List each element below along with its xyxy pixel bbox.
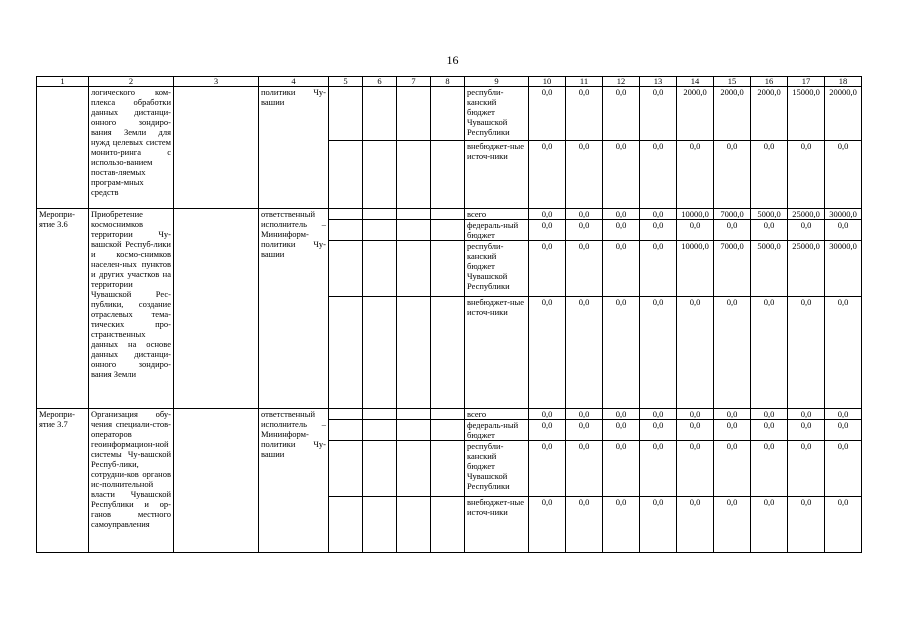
column-header: 16 [751, 77, 788, 87]
column-header: 11 [566, 77, 603, 87]
budget-code-cell [397, 409, 431, 420]
funding-value: 25000,0 [788, 241, 825, 297]
funding-value: 0,0 [640, 297, 677, 409]
funding-source: всего [465, 409, 529, 420]
funding-value: 0,0 [529, 297, 566, 409]
budget-code-cell [431, 141, 465, 209]
co-executor [174, 209, 259, 409]
budget-code-cell [329, 220, 363, 241]
funding-value: 0,0 [603, 87, 640, 141]
budget-code-cell [363, 241, 397, 297]
budget-code-cell [329, 420, 363, 441]
funding-value: 2000,0 [714, 87, 751, 141]
measure-id: Меропри-ятие 3.7 [37, 409, 89, 553]
column-header: 18 [825, 77, 862, 87]
funding-value: 0,0 [603, 420, 640, 441]
funding-value: 7000,0 [714, 209, 751, 220]
funding-value: 0,0 [566, 209, 603, 220]
funding-value: 0,0 [714, 409, 751, 420]
funding-value: 0,0 [825, 220, 862, 241]
budget-code-cell [397, 497, 431, 553]
funding-value: 2000,0 [751, 87, 788, 141]
funding-value: 0,0 [751, 497, 788, 553]
funding-value: 0,0 [825, 409, 862, 420]
funding-value: 0,0 [529, 209, 566, 220]
funding-value: 0,0 [529, 409, 566, 420]
column-header: 9 [465, 77, 529, 87]
column-header: 13 [640, 77, 677, 87]
budget-code-cell [431, 297, 465, 409]
co-executor [174, 87, 259, 209]
funding-value: 0,0 [603, 441, 640, 497]
funding-value: 0,0 [677, 141, 714, 209]
funding-value: 0,0 [529, 220, 566, 241]
funding-value: 0,0 [603, 209, 640, 220]
budget-code-cell [329, 297, 363, 409]
budget-code-cell [363, 220, 397, 241]
funding-value: 0,0 [677, 409, 714, 420]
funding-source: внебюджет-ные источ-ники [465, 141, 529, 209]
funding-value: 0,0 [603, 297, 640, 409]
budget-code-cell [431, 497, 465, 553]
funding-value: 0,0 [751, 409, 788, 420]
budget-code-cell [431, 241, 465, 297]
funding-value: 0,0 [640, 420, 677, 441]
funding-value: 0,0 [788, 409, 825, 420]
funding-value: 0,0 [677, 220, 714, 241]
budget-code-cell [397, 241, 431, 297]
funding-value: 10000,0 [677, 209, 714, 220]
funding-value: 0,0 [566, 409, 603, 420]
column-header: 3 [174, 77, 259, 87]
responsible-executor: ответственный исполнитель – Мининформ-политики Чу-вашии [259, 409, 329, 553]
funding-value: 0,0 [714, 297, 751, 409]
funding-value: 0,0 [714, 141, 751, 209]
budget-code-cell [431, 220, 465, 241]
funding-value: 0,0 [677, 420, 714, 441]
funding-value: 0,0 [788, 297, 825, 409]
funding-source: всего [465, 209, 529, 220]
funding-value: 0,0 [825, 441, 862, 497]
funding-source: внебюджет-ные источ-ники [465, 497, 529, 553]
funding-value: 0,0 [529, 87, 566, 141]
funding-value: 0,0 [529, 141, 566, 209]
funding-value: 0,0 [751, 441, 788, 497]
funding-value: 0,0 [751, 420, 788, 441]
funding-value: 0,0 [566, 241, 603, 297]
budget-code-cell [431, 441, 465, 497]
funding-value: 30000,0 [825, 209, 862, 220]
column-header: 10 [529, 77, 566, 87]
column-header: 6 [363, 77, 397, 87]
budget-code-cell [363, 409, 397, 420]
budget-code-cell [397, 441, 431, 497]
funding-value: 0,0 [825, 297, 862, 409]
budget-code-cell [431, 420, 465, 441]
measure-name: логического ком-плекса обработки данных дистанци-онного зондиро-вания Земли для нужд целевых систем монито-ринга с использо-ванием постав-ляемых програм-мных средств [89, 87, 174, 209]
table-row [37, 87, 862, 141]
funding-value: 2000,0 [677, 87, 714, 141]
column-header: 1 [37, 77, 89, 87]
funding-value: 5000,0 [751, 209, 788, 220]
funding-value: 0,0 [640, 241, 677, 297]
funding-value: 0,0 [677, 441, 714, 497]
column-header: 17 [788, 77, 825, 87]
funding-value: 0,0 [640, 141, 677, 209]
budget-code-cell [329, 497, 363, 553]
funding-value: 30000,0 [825, 241, 862, 297]
column-header: 2 [89, 77, 174, 87]
funding-value: 0,0 [640, 87, 677, 141]
funding-value: 0,0 [714, 220, 751, 241]
budget-code-cell [431, 409, 465, 420]
funding-value: 0,0 [714, 441, 751, 497]
column-header: 7 [397, 77, 431, 87]
budget-code-cell [329, 87, 363, 141]
header-row [37, 77, 862, 87]
funding-value: 0,0 [566, 220, 603, 241]
funding-value: 0,0 [529, 420, 566, 441]
funding-value: 0,0 [788, 441, 825, 497]
funding-value: 0,0 [788, 220, 825, 241]
budget-code-cell [397, 87, 431, 141]
column-header: 15 [714, 77, 751, 87]
page-number: 16 [446, 53, 459, 67]
column-header: 12 [603, 77, 640, 87]
budget-code-cell [397, 220, 431, 241]
funding-value: 0,0 [529, 441, 566, 497]
funding-source: республи-канский бюджет Чувашской Республики [465, 241, 529, 297]
budget-code-cell [363, 87, 397, 141]
funding-source: внебюджет-ные источ-ники [465, 297, 529, 409]
funding-source: республи-канский бюджет Чувашской Республики [465, 441, 529, 497]
funding-value: 15000,0 [788, 87, 825, 141]
funding-value: 0,0 [751, 220, 788, 241]
column-header: 8 [431, 77, 465, 87]
funding-value: 0,0 [677, 497, 714, 553]
budget-code-cell [329, 441, 363, 497]
funding-value: 0,0 [566, 297, 603, 409]
funding-value: 0,0 [640, 497, 677, 553]
budget-code-cell [329, 209, 363, 220]
co-executor [174, 409, 259, 553]
column-header: 14 [677, 77, 714, 87]
responsible-executor: ответственный исполнитель – Мининформ-политики Чу-вашии [259, 209, 329, 409]
budget-code-cell [363, 297, 397, 409]
budget-code-cell [397, 420, 431, 441]
funding-value: 0,0 [529, 497, 566, 553]
responsible-executor: политики Чу-вашии [259, 87, 329, 209]
funding-value: 20000,0 [825, 87, 862, 141]
funding-value: 0,0 [640, 220, 677, 241]
funding-value: 7000,0 [714, 241, 751, 297]
funding-value: 0,0 [714, 420, 751, 441]
budget-table [36, 76, 862, 553]
budget-code-cell [397, 297, 431, 409]
budget-code-cell [363, 141, 397, 209]
column-header: 5 [329, 77, 363, 87]
funding-value: 0,0 [566, 420, 603, 441]
budget-code-cell [363, 420, 397, 441]
column-header: 4 [259, 77, 329, 87]
funding-value: 0,0 [603, 497, 640, 553]
table-row [37, 209, 862, 220]
measure-id: Меропри-ятие 3.6 [37, 209, 89, 409]
table-row [37, 409, 862, 420]
funding-value: 0,0 [640, 209, 677, 220]
budget-code-cell [431, 87, 465, 141]
budget-code-cell [431, 209, 465, 220]
funding-value: 0,0 [788, 497, 825, 553]
funding-value: 0,0 [714, 497, 751, 553]
funding-value: 0,0 [825, 420, 862, 441]
measure-name: Приобретение космоснимков территории Чу-вашской Респуб-лики и космо-снимков населен-ных пунктов и других участков на территории Чувашской Рес-публики, создание отраслевых тема-тических про-странственных данных на основе данных дистанци-онного зондиро-вания Земли [89, 209, 174, 409]
funding-source: федераль-ный бюджет [465, 220, 529, 241]
measure-id [37, 87, 89, 209]
funding-value: 0,0 [603, 241, 640, 297]
funding-value: 0,0 [751, 141, 788, 209]
funding-value: 0,0 [640, 409, 677, 420]
funding-value: 0,0 [825, 497, 862, 553]
funding-value: 0,0 [603, 141, 640, 209]
funding-value: 0,0 [640, 441, 677, 497]
funding-value: 0,0 [788, 141, 825, 209]
funding-value: 0,0 [825, 141, 862, 209]
funding-value: 5000,0 [751, 241, 788, 297]
funding-value: 0,0 [603, 409, 640, 420]
budget-code-cell [363, 497, 397, 553]
budget-code-cell [329, 141, 363, 209]
budget-code-cell [397, 209, 431, 220]
measure-name: Организация обу-чения специали-стов-операторов геоинформацион-ной системы Чу-вашской Респуб-лики, сотрудни-ков органов ис-полнительной власти Чувашской Республики и ор-ганов местного самоуправления [89, 409, 174, 553]
funding-value: 0,0 [529, 241, 566, 297]
funding-source: республи-канский бюджет Чувашской Республики [465, 87, 529, 141]
budget-code-cell [329, 241, 363, 297]
funding-value: 10000,0 [677, 241, 714, 297]
funding-value: 0,0 [566, 497, 603, 553]
funding-value: 0,0 [677, 297, 714, 409]
funding-value: 0,0 [603, 220, 640, 241]
budget-code-cell [397, 141, 431, 209]
funding-value: 0,0 [751, 297, 788, 409]
funding-value: 25000,0 [788, 209, 825, 220]
funding-value: 0,0 [566, 141, 603, 209]
funding-value: 0,0 [566, 441, 603, 497]
budget-code-cell [329, 409, 363, 420]
budget-code-cell [363, 209, 397, 220]
funding-value: 0,0 [566, 87, 603, 141]
funding-source: федераль-ный бюджет [465, 420, 529, 441]
budget-code-cell [363, 441, 397, 497]
funding-value: 0,0 [788, 420, 825, 441]
